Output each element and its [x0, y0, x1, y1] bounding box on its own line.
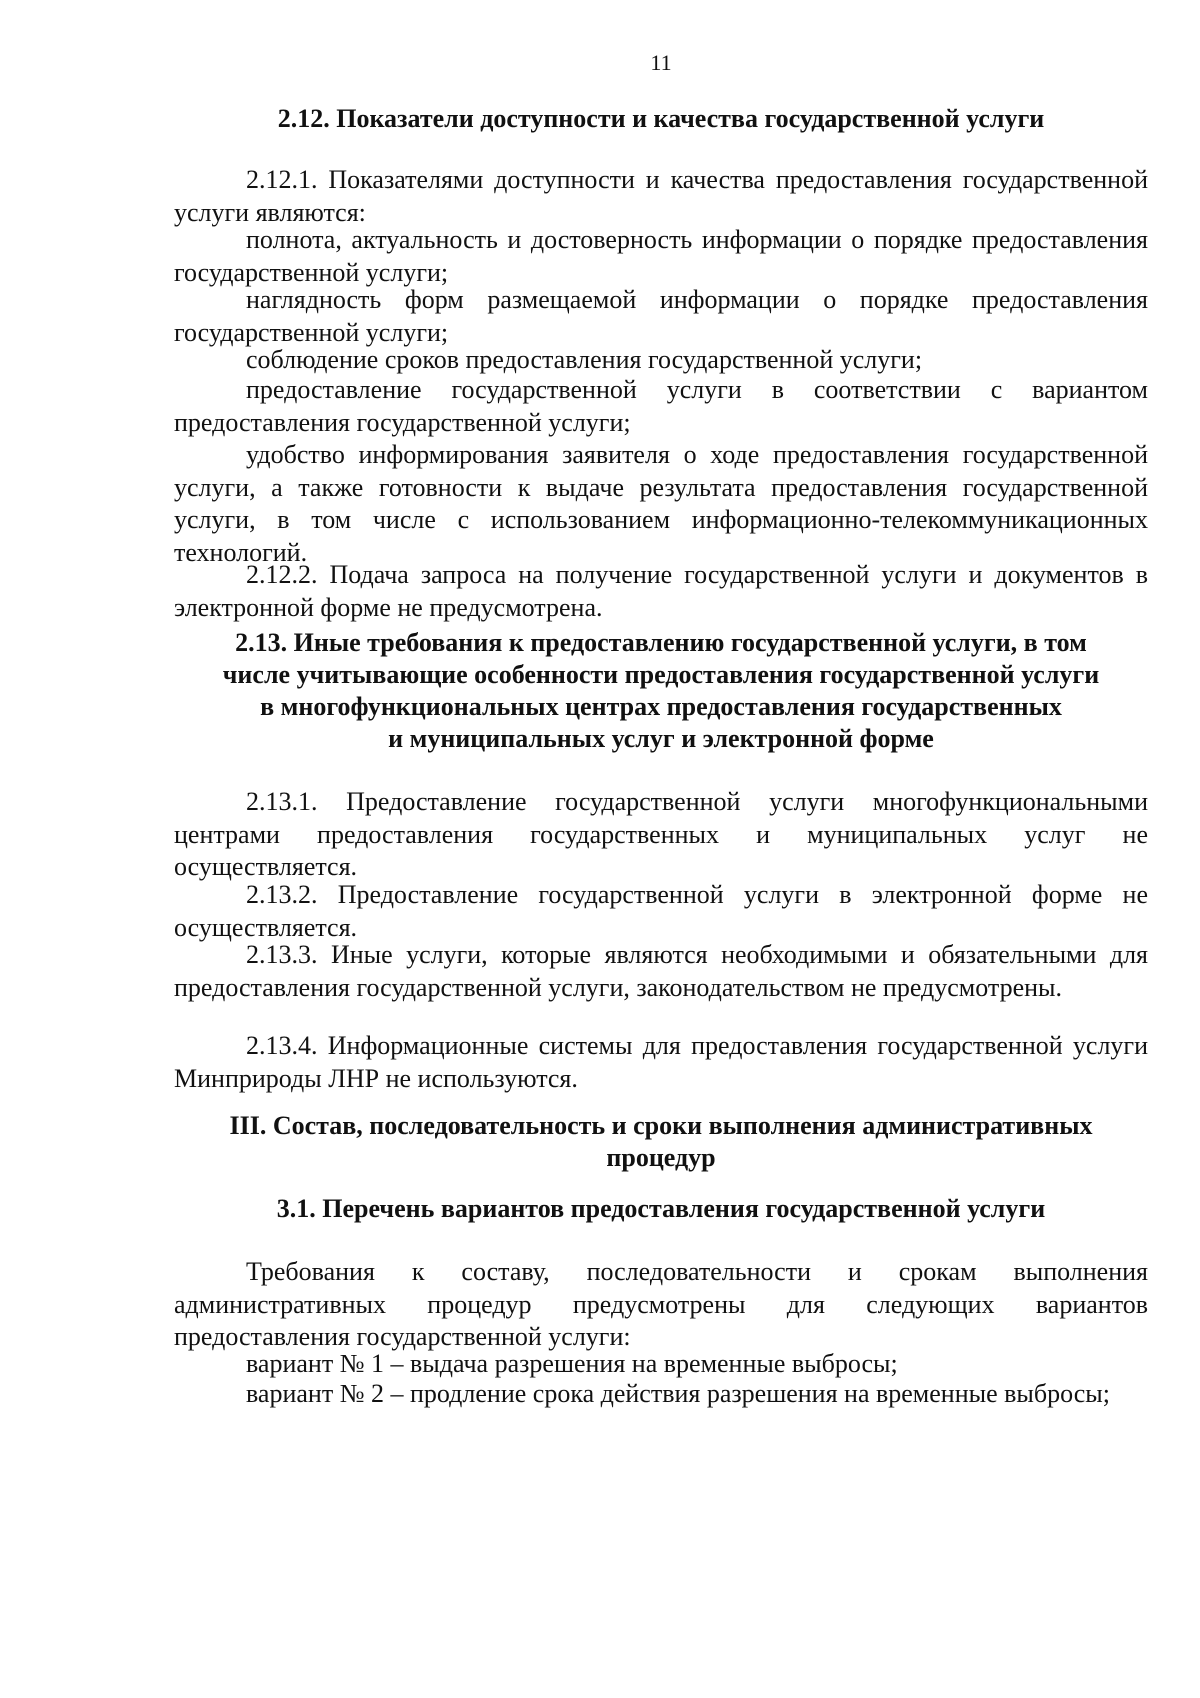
section-heading-2-13-line-1: 2.13. Иные требования к предоставлению государственной услуги, в том: [235, 628, 1087, 657]
section-heading-iii-line-1: III. Состав, последовательность и сроки выполнения административных: [229, 1111, 1093, 1140]
paragraph: 2.13.4. Информационные системы для предоставления государственной услуги Минприроды ЛНР не используются.: [174, 1031, 1148, 1093]
page-number: 11: [650, 50, 672, 75]
section-heading-3-1: 3.1. Перечень вариантов предоставления государственной услуги: [276, 1194, 1046, 1223]
paragraph: 2.12.1. Показателями доступности и качества предоставления государственной услуги являются:: [174, 165, 1148, 227]
section-heading-iii-line-2: процедур: [606, 1143, 716, 1172]
paragraph: 2.12.2. Подача запроса на получение государственной услуги и документов в электронной форме не предусмотрена.: [174, 560, 1148, 622]
paragraph: соблюдение сроков предоставления государственной услуги;: [246, 345, 923, 374]
paragraph: 2.13.1. Предоставление государственной услуги многофункциональными центрами предоставления государственных и муниципальных услуг не осуществляется.: [174, 787, 1148, 881]
paragraph: вариант № 1 – выдача разрешения на временные выбросы;: [246, 1349, 898, 1378]
section-heading-2-13-line-2: числе учитывающие особенности предоставления государственной услуги: [222, 660, 1100, 689]
paragraph: наглядность форм размещаемой информации о порядке предоставления государственной услуги;: [174, 285, 1148, 347]
section-heading-2-13-line-4: и муниципальных услуг и электронной форме: [388, 724, 934, 753]
section-heading-2-13-line-3: в многофункциональных центрах предоставления государственных: [260, 692, 1062, 721]
paragraph: предоставление государственной услуги в соответствии с вариантом предоставления государственной услуги;: [174, 375, 1148, 437]
paragraph: вариант № 2 – продление срока действия разрешения на временные выбросы;: [246, 1379, 1110, 1408]
paragraph: 2.13.3. Иные услуги, которые являются необходимыми и обязательными для предоставления государственной услуги, законодательством не предусмотрены.: [174, 940, 1148, 1002]
paragraph: Требования к составу, последовательности и срокам выполнения административных процедур предусмотрены для следующих вариантов предоставления государственной услуги:: [174, 1257, 1148, 1351]
section-heading-2-12: 2.12. Показатели доступности и качества государственной услуги: [277, 104, 1045, 133]
paragraph: полнота, актуальность и достоверность информации о порядке предоставления государственной услуги;: [174, 225, 1148, 287]
paragraph: 2.13.2. Предоставление государственной услуги в электронной форме не осуществляется.: [174, 880, 1148, 942]
paragraph: удобство информирования заявителя о ходе предоставления государственной услуги, а также готовности к выдаче результата предоставления государственной услуги, в том числе с использованием информационно-телекоммуникационных технологий.: [174, 440, 1148, 567]
